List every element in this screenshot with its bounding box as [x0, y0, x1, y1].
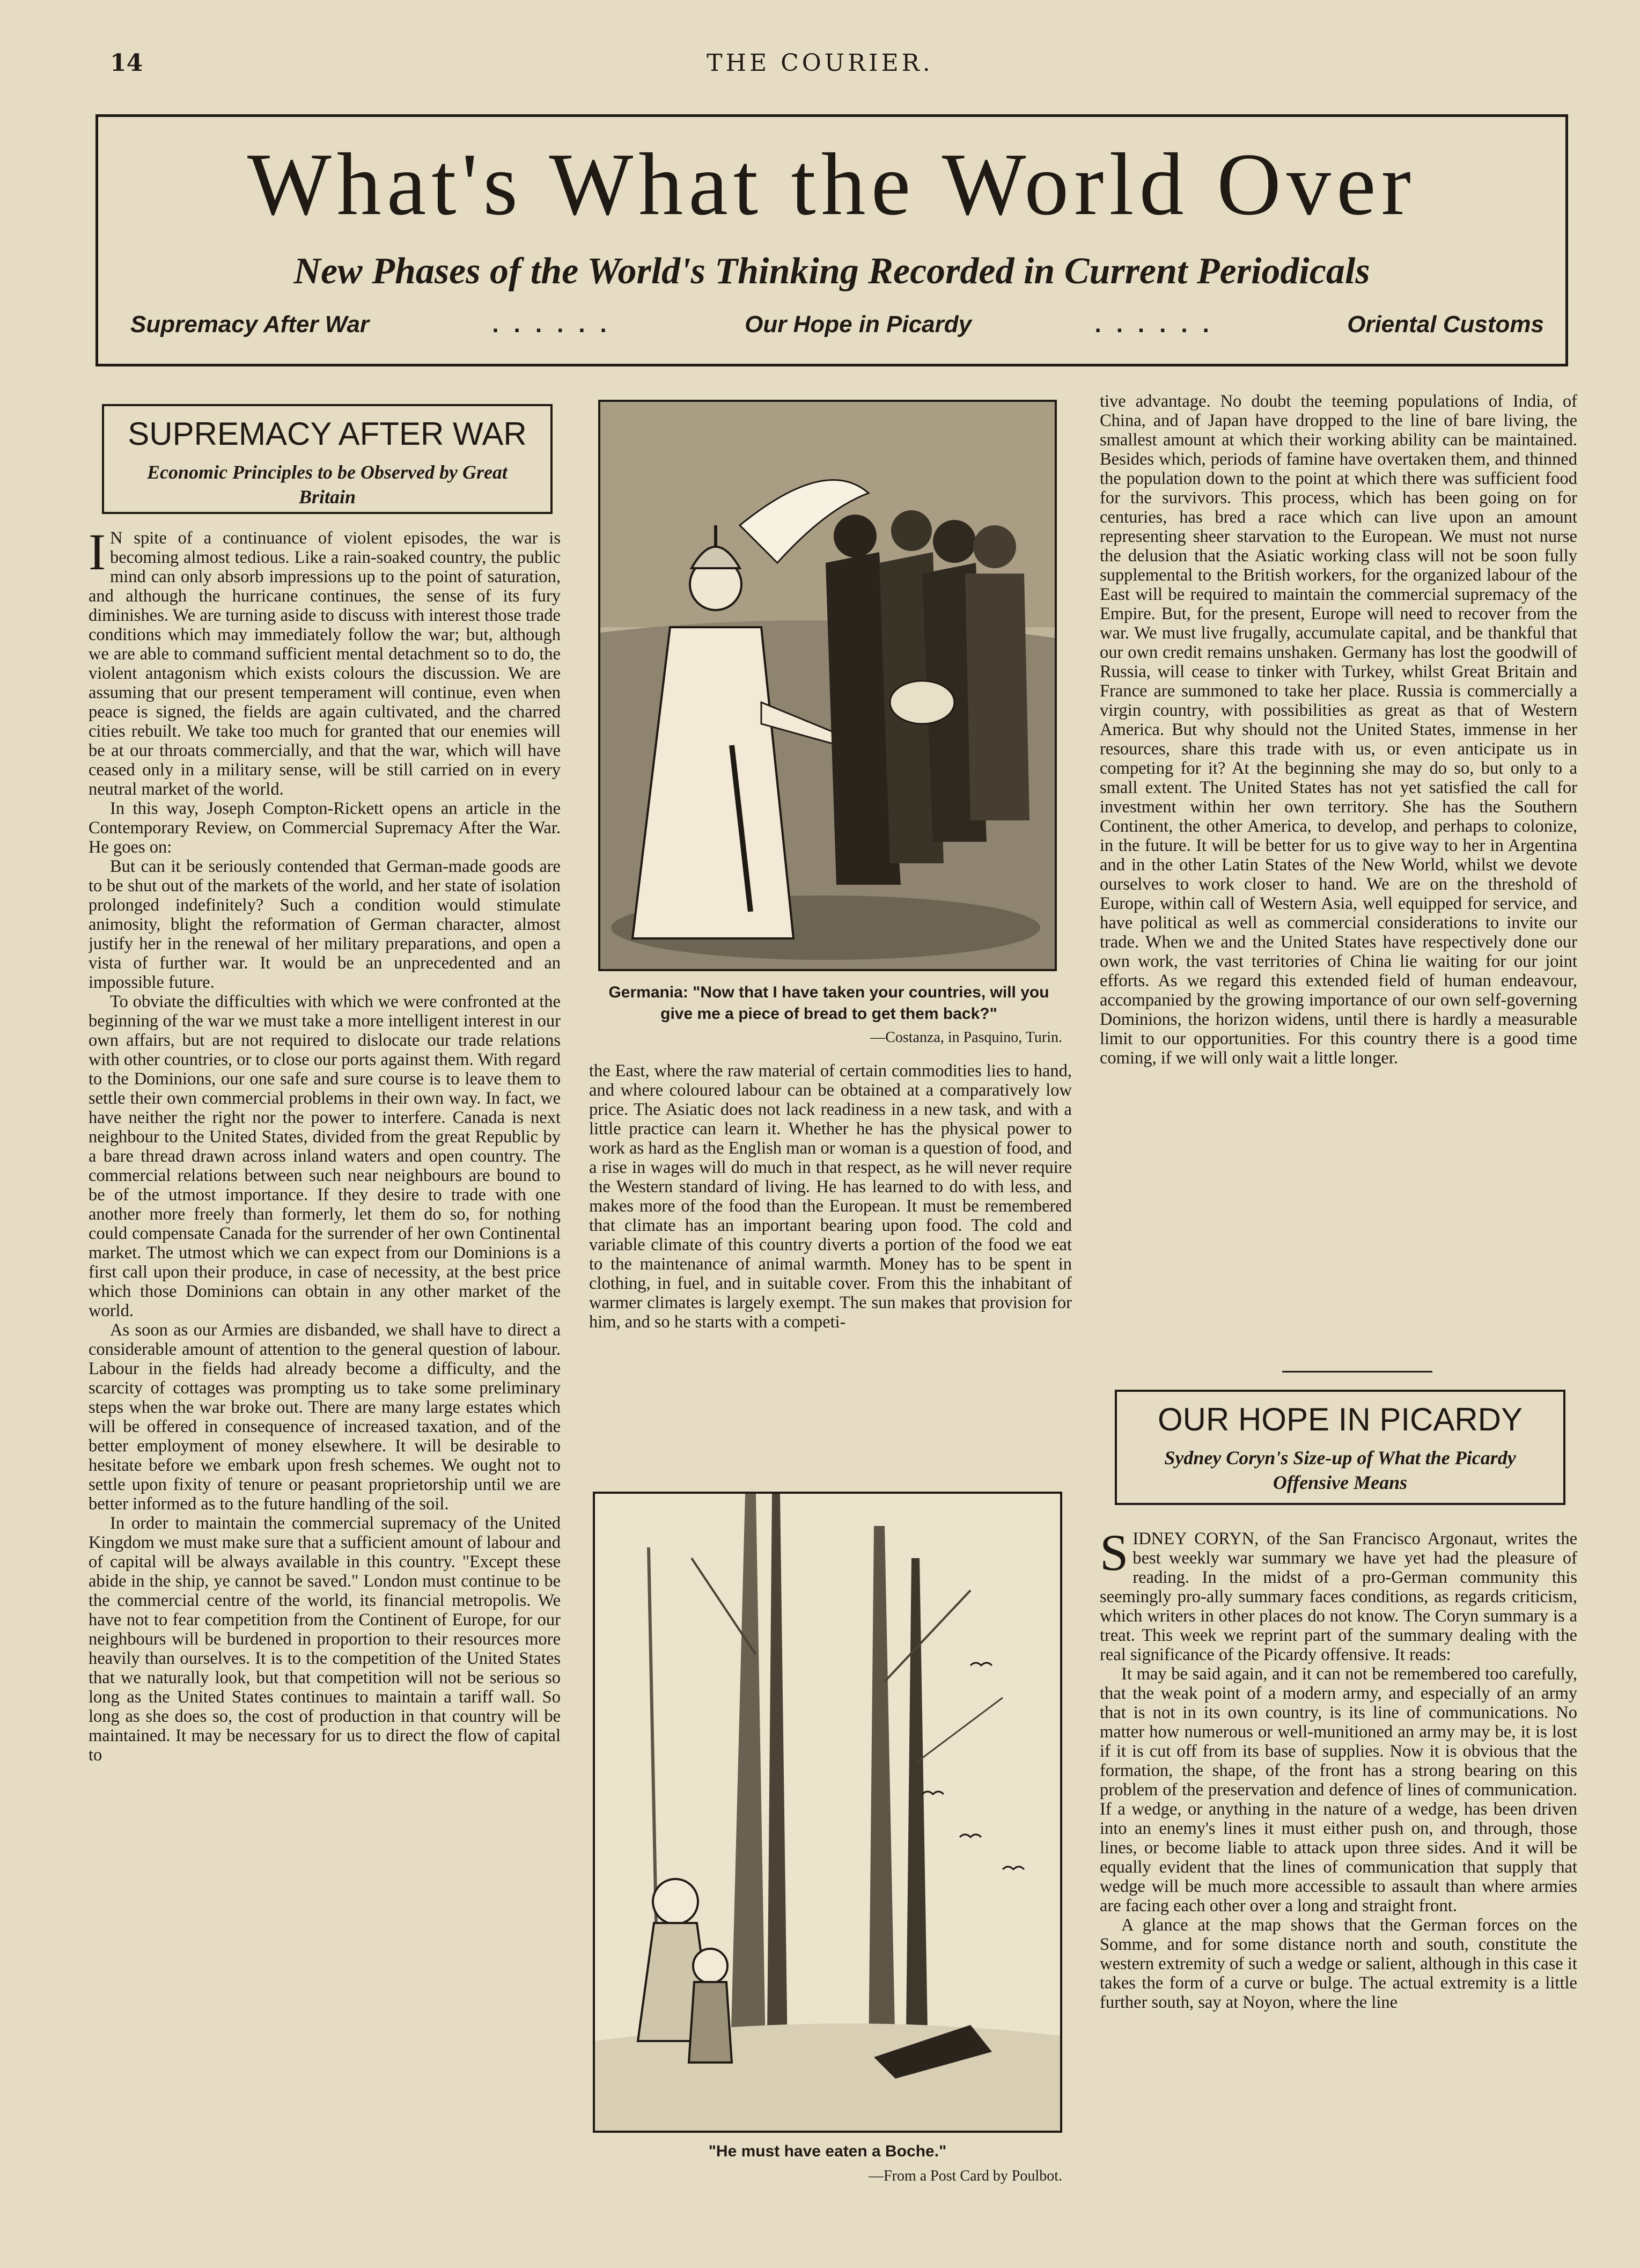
topic-leader-dots: ...... [492, 311, 622, 337]
cartoon-illustration-poulbot [593, 1492, 1062, 2133]
column-divider-rule [1282, 1371, 1432, 1372]
article-paragraph: I N spite of a continuance of violent episodes, the war is becoming almost tedious. Like a rain-soaked country, the public mind can only absorb impressions up to the point of saturation, and although the hurricane continues, the sense of its fury diminishes. We are turning aside to discuss with interest those trade conditions which may immediately follow the war; but, although we are able to command sufficient mental detachment so to do, the violent antagonism which exists colours the discussion. We are assuming that our present temperament will continue, even when peace is signed, the fields are again cultivated, and the charred cities rebuilt. We take too much for granted that our enemies will be at our throats commercially, and that the war, which will have ceased only in a military sense, will be still carried on in every neutral market of the world. [89, 529, 561, 799]
article-heading: SUPREMACY AFTER WAR [128, 416, 527, 452]
article-subheading: Sydney Coryn's Size-up of What the Picardy Offensive Means [1164, 1447, 1516, 1493]
article-paragraph: tive advantage. No doubt the teeming populations of India, of China, and of Japan have dropped to the line of bare living, the smallest amount at which their working ability can be maintained. Besides which, periods of famine have overtaken them, and thinned the population down to the point at which there was sufficient food for the survivors. This process, which has been going on for centuries, has bred a race which can live upon an amount representing sheer starvation to the European. We must not nurse the delusion that the Asiatic working class will not be soon fully supplemental to the British workers, for the organized labour of the East will be required to maintain the commercial supremacy of the Empire. But, for the present, Europe will need to recover from the war. We must live frugally, accumulate capital, and be thankful that our own credit remains unshaken. Germany has lost the goodwill of Russia, will cease to tinker with Turkey, whilst Great Britain and France are summoned to take her place. Russia is commercially a virgin country, with possibilities as great as that of Western America. But why should not the United States, immense in her resources, share this trade with us, or even anticipate us in competing for it? At the beginning she may do so, but only to a small extent. The United States has not yet satisfied the call for investment within her own territory. She has the Southern Continent, the other America, to develop, and perhaps to colonize, in the future. It will be better for us to give way to her in Argentina and in the other Latin States of the New World, whilst we devote ourselves to work closer to hand. We are on the threshold of Europe, within call of Western Asia, well equipped for service, and have political as well as commercial considerations to invite our trade. When we and the United States have respectively done our own work, the vast territories of China lie waiting for our joint efforts. As we regard this extended field of human endeavour, accompanied by the growing importance of our own self-governing Dominions, the horizon widens, until there is hardly a measurable limit to our opportunities. For this country there is a good time coming, if we will only wait a little longer. [1100, 392, 1577, 1068]
article-paragraph: A glance at the map shows that the German forces on the Somme, and for some distance north and south, constitute the western extremity of such a wedge or salient, although in this case it takes the form of a curve or bulge. The actual extremity is a little further south, say at Noyon, where the line [1100, 1915, 1577, 2012]
page-number: 14 [110, 49, 143, 77]
article-column-3-continued [1100, 1529, 1577, 2237]
masthead-box [95, 114, 1568, 366]
masthead-subtitle: New Phases of the World's Thinking Recorded in Current Periodicals [293, 251, 1370, 292]
article-column-1 [89, 529, 561, 2229]
cartoon-credit: —From a Post Card by Poulbot. [869, 2168, 1062, 2184]
drop-cap: I [89, 529, 106, 581]
article-column-3 [1100, 392, 1577, 1352]
masthead-topics [130, 311, 1544, 338]
topic-leader-dots: ...... [1094, 311, 1224, 337]
cartoon-credit: —Costanza, in Pasquino, Turin. [870, 1029, 1062, 1046]
topic-oriental: Oriental Customs [1347, 311, 1544, 337]
drop-cap: S [1100, 1529, 1129, 1581]
cartoon-caption: Germania: "Now that I have taken your countries, will you give me a piece of bread to get them back?" [608, 983, 1049, 1023]
cartoon-illustration-germania [598, 400, 1057, 971]
topic-supremacy: Supremacy After War [130, 311, 370, 337]
article-paragraph: In order to maintain the commercial supremacy of the United Kingdom we must make sure that a sufficient amount of labour and of capital will be always available in this country. "Except these abide in the ship, ye cannot be saved." London must continue to be the commercial centre of the world, its financial metropolis. We have not to fear competition from the Continent of Europe, for our neighbours will be burdened in proportion to their resources more heavily than ourselves. It is to the competition of the United States that we naturally look, but that competition will not be serious so long as the United States continues to maintain a tariff wall. So long as she does so, the cost of production in that country will be maintained. It may be necessary for us to direct the flow of capital to [89, 1514, 561, 1765]
article-paragraph: As soon as our Armies are disbanded, we shall have to direct a considerable amount of attention to the general question of labour. Labour in the fields had already become a difficulty, and the scarcity of cottages was prompting us to take some preliminary steps when the war broke out. There are many large estates which will be offered in consequence of increased taxation, and of the better employment of money elsewhere. It will be desirable to hesitate before we embark upon fresh schemes. We ought not to settle upon fixity of tenure or peasant proprietorship until we are better informed as to the future handling of the soil. [89, 1320, 561, 1514]
article-subheading: Economic Principles to be Observed by Great Britain [147, 461, 508, 508]
article-paragraph: But can it be seriously contended that German-made goods are to be shut out of the markets of the world, and her state of isolation prolonged indefinitely? Such a condition would stimulate animosity, blight the reformation of German character, almost justify her in the renewal of her military preparations, and open a vista of further war. It would be an unprecedented and an impossible future. [89, 857, 561, 992]
masthead-title: What's What the World Over [247, 135, 1416, 233]
article-paragraph: SIDNEY CORYN, of the San Francisco Argonaut, writes the best weekly war summary we have yet had the pleasure of reading. In the midst of a pro-German community this seemingly pro-ally summary faces conditions, as regards criticism, which writers in other places do not know. The Coryn summary is a treat. This week we reprint part of the summary dealing with the real significance of the Picardy offensive. It reads: [1100, 1529, 1577, 1664]
article-paragraph: To obviate the difficulties with which we were confronted at the beginning of the war we must take a more intelligent interest in our own affairs, but are not required to dislocate our trade relations with other countries, or to close our ports against them. With regard to the Dominions, our one safe and sure course is to leave them to settle their own commercial problems in their own way. In fact, we have neither the right nor the power to interfere. Canada is next neighbour to the United States, divided from the great Republic by a bare thread drawn across inland waters and open country. The commercial relations between such near neighbours are bound to be of the utmost importance. If they desire to trade with one another more freely than formerly, let them do so, for nothing could compensate Canada for the surrender of her own Continental market. The utmost which we can expect from our Dominions is a first call upon their produce, in case of necessity, at the best price which those Dominions can obtain in any other market of the world. [89, 992, 561, 1320]
article-heading-box [1115, 1390, 1565, 1505]
article-column-2 [589, 1061, 1072, 1448]
topic-picardy: Our Hope in Picardy [745, 311, 972, 337]
running-head: THE COURIER. [707, 49, 933, 77]
article-paragraph: the East, where the raw material of certain commodities lies to hand, and where coloured labour can be obtained at a comparatively low price. The Asiatic does not lack readiness in a new task, and with a little practice can learn it. Whether he has the physical power to work as hard as the English man or woman is a question of food, and a rise in wages will do much in that respect, as he will never require the Western standard of living. He has learned to do with less, and makes more of the food than the European. It must be remembered that climate has an important bearing upon food. The cold and variable climate of this country diverts a portion of the food we eat to the maintenance of animal warmth. Money has to be spent in clothing, in fuel, and in suitable cover. From this the inhabitant of warmer climates is largely exempt. The sun makes that provision for him, and so he starts with a competi- [589, 1061, 1072, 1332]
article-paragraph: It may be said again, and it can not be remembered too carefully, that the weak point of a modern army, and especially of an army that is not in its own country, is its line of communications. No matter how numerous or well-munitioned an army may be, it is lost if it is cut off from its base of supplies. Now it is obvious that the formation, the shape, of the front has a strong bearing on this problem of the preservation and defence of lines of communication. If a wedge, or anything in the nature of a wedge, has been driven into an enemy's lines it must either push on, and through, those lines, or become liable to attack upon three sides. And it will be equally evident that the lines of communication that supply that wedge will be much more accessible to assault than where armies are facing each other over a long and straight front. [1100, 1664, 1577, 1915]
cartoon-caption: "He must have eaten a Boche." [708, 2142, 947, 2160]
article-heading-box [102, 404, 553, 514]
poulbot-cartoon-drawing [595, 1494, 1060, 2131]
article-heading: OUR HOPE IN PICARDY [1157, 1401, 1523, 1437]
article-paragraph: In this way, Joseph Compton-Rickett opens an article in the Contemporary Review, on Commercial Supremacy After the War. He goes on: [89, 799, 561, 857]
germania-cartoon-drawing [600, 402, 1055, 969]
